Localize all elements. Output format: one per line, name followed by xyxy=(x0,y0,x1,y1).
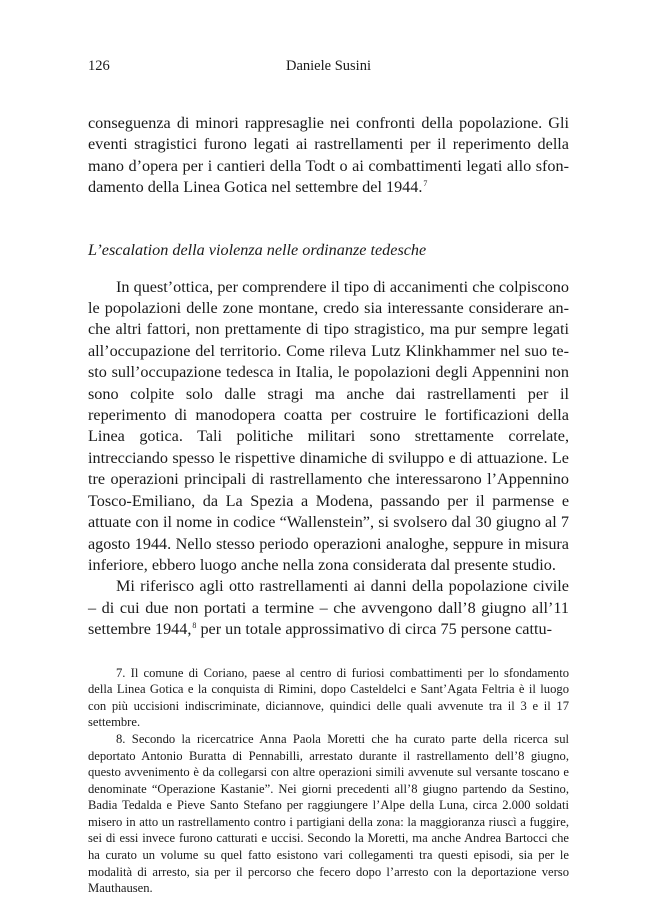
paragraph xyxy=(88,576,569,640)
footnote-ref-8[interactable]: 8 xyxy=(192,620,197,630)
paragraph-text: conseguenza di minori rappresaglie nei confronti della popolazione. Gli eventi stragistici furono legati ai rastrellamenti per il reperimento della mano d’opera per i cantieri della Todt o ai combattimenti legati allo sfondamento della Linea Gotica nel settembre del 1944. xyxy=(88,114,569,197)
running-header xyxy=(88,58,569,82)
page-number: 126 xyxy=(88,58,110,74)
paragraph-continued xyxy=(88,113,569,199)
book-page xyxy=(88,58,569,897)
footnote-ref-7[interactable]: 7 xyxy=(423,178,428,188)
footnotes xyxy=(88,665,569,897)
section-heading: L’escalation della violenza nelle ordinanze tedesche xyxy=(88,240,427,259)
main-text xyxy=(88,113,569,641)
paragraph: In quest’ottica, per comprendere il tipo di accanimenti che colpiscono le popolazioni delle zone montane, credo sia interessante considerare anche altri fattori, non prettamente di tipo stragistico, ma pur sempre legati all’occupazione del territorio. Come rileva Lutz Klinkhammer nel suo testo sull’occupazione tedesca in Italia, le popolazioni degli Appennini non sono colpite solo dalle stragi ma anche dai rastrellamenti per il reperimento di manodopera coatta per costruire le fortificazioni della Linea gotica. Tali politiche militari sono strettamente correlate, intrecciando spesso le rispettive dinamiche di sviluppo e di attuazione. Le tre operazioni principali di rastrellamento che interessarono l’Appennino Tosco-Emiliano, da La Spezia a Modena, passando per il parmense e attuate con il nome in codice “Wallenstein”, si svolsero dal 30 giugno al 7 agosto 1944. Nello stesso periodo operazioni analoghe, seppure in misura inferiore, ebbero luogo anche nella zona considerata dal presente studio. xyxy=(88,277,569,574)
footnote-7: 7. Il comune di Coriano, paese al centro di furiosi combattimenti per lo sfondamento della Linea Gotica e la conquista di Rimini, dopo Casteldelci e Sant’Agata Feltria è il luogo con più uccisioni indiscriminate, diciannove, quindici delle quali avvenute tra il 3 e il 17 settembre. xyxy=(88,665,569,730)
footnote-8: 8. Secondo la ricercatrice Anna Paola Moretti che ha curato parte della ricerca sul deportato Antonio Buratta di Pennabilli, arrestato durante il rastrellamento dell’8 giugno, questo avvenimento è da collegarsi con altre operazioni simili avvenute sul versante toscano e denominate “Operazione Kastanie”. Nei giorni precedenti all’8 giugno partendo da Sestino, Badia Tedalda e Pieve Santo Stefano per raggiungere l’Alpe della Luna, circa 2.000 soldati misero in atto un rastrellamento contro i partigiani della zona: la maggioranza riuscì a fuggire, sei di essi invece furono catturati e uccisi. Secondo la Moretti, ma anche Andrea Bartocci che ha curato un volume su quel fatto esistono vari collegamenti tra questi episodi, sia per le modalità di arresto, sia per il percorso che fecero dopo l’arresto con la deportazione verso Mauthausen. xyxy=(88,731,569,896)
paragraph-text-tail: per un totale approssimativo di circa 75 persone cattu- xyxy=(196,620,552,639)
running-head-author: Daniele Susini xyxy=(286,58,371,74)
paragraph-text: Mi riferisco agli otto rastrellamenti ai danni della popolazione civile – di cui due non portati a termine – che avvengono dall’8 giugno all’11 settembre 1944, xyxy=(88,577,569,639)
